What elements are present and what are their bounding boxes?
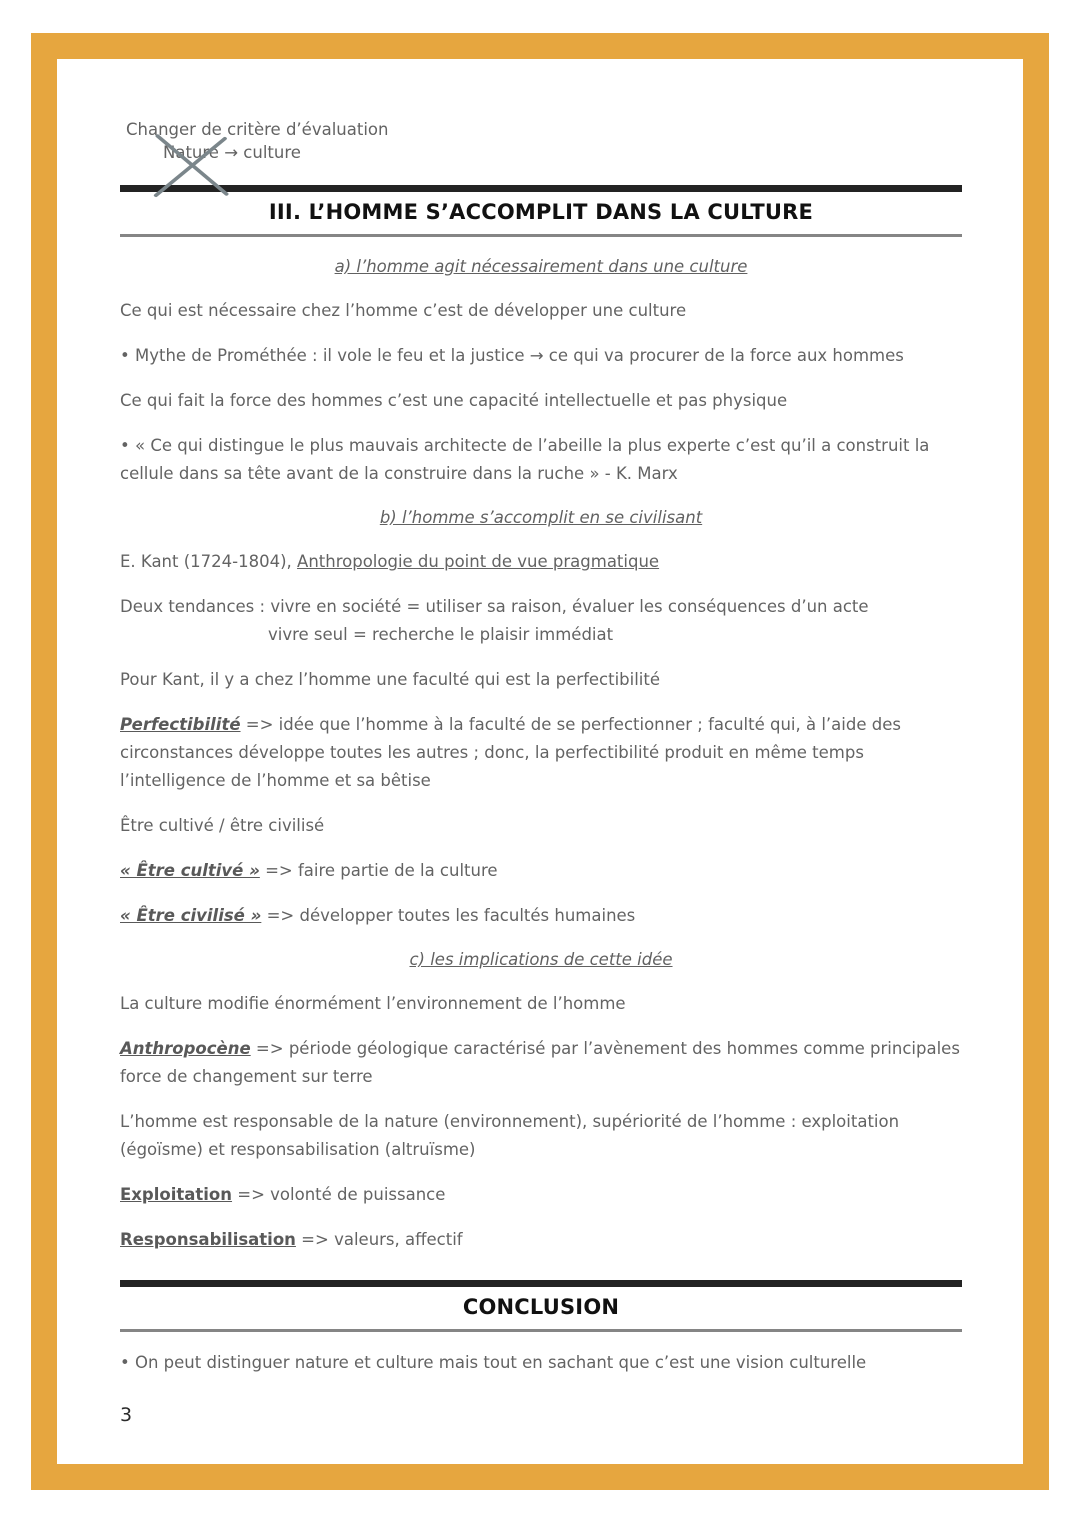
tendances-line-1: Deux tendances : vivre en société = utiliser sa raison, évaluer les conséquences d’un acte — [120, 597, 869, 616]
bullet-paragraph: • Mythe de Prométhée : il vole le feu et la justice → ce qui va procurer de la force aux hommes — [120, 346, 904, 365]
definition-text: => volonté de puissance — [232, 1185, 446, 1204]
definition-text: => faire partie de la culture — [259, 861, 498, 880]
definition-text: => idée que l’homme à la faculté de se perfectionner ; faculté qui, à l’aide des circonstances développe toutes les autres ; donc, la perfectibilité produit en même temps l’intelligence de l’homme et sa bêtise — [120, 715, 901, 790]
definition-paragraph — [120, 857, 962, 885]
definition-text: => développer toutes les facultés humaines — [261, 906, 636, 925]
paragraph: Pour Kant, il y a chez l’homme une faculté qui est la perfectibilité — [120, 670, 661, 689]
definition-paragraph — [120, 711, 962, 795]
term-perfectibilite: Perfectibilité — [120, 715, 241, 734]
definition-text: => valeurs, affectif — [295, 1230, 463, 1249]
paragraph: L’homme est responsable de la nature (environnement), supériorité de l’homme : exploitation (égoïsme) et responsabilisation (altruïsme) — [120, 1112, 900, 1159]
struck-word-text: Nature — [163, 143, 219, 162]
definition-paragraph — [120, 1226, 962, 1254]
paragraph: La culture modifie énormément l’environnement de l’homme — [120, 994, 626, 1013]
note-line-2 — [163, 141, 962, 164]
divider-thin-conclusion — [120, 1329, 962, 1332]
section-title: III. L’HOMME S’ACCOMPLIT DANS LA CULTURE — [268, 200, 814, 224]
definition-paragraph — [120, 1181, 962, 1209]
note-arrow: → — [224, 143, 239, 162]
conclusion-title: CONCLUSION — [462, 1295, 620, 1319]
divider-thick-conclusion — [120, 1280, 962, 1287]
page-border-frame — [31, 33, 1049, 1490]
paragraph: Ce qui fait la force des hommes c’est une capacité intellectuelle et pas physique — [120, 391, 788, 410]
term-etre-cultive: « Être cultivé » — [120, 861, 260, 880]
paragraph: Ce qui est nécessaire chez l’homme c’est de développer une culture — [120, 301, 687, 320]
subsection-a-heading: a) l’homme agit nécessairement dans une culture — [334, 257, 748, 276]
kant-reference-prefix: E. Kant (1724-1804), — [120, 552, 298, 571]
term-exploitation: Exploitation — [120, 1185, 233, 1204]
conclusion-paragraph: • On peut distinguer nature et culture mais tout en sachant que c’est une vision culturelle — [120, 1353, 867, 1372]
definition-text: => période géologique caractérisé par l’avènement des hommes comme principales force de changement sur terre — [120, 1039, 960, 1086]
kant-book-title: Anthropologie du point de vue pragmatique — [297, 552, 660, 571]
page-number: 3 — [120, 1404, 133, 1426]
term-etre-civilise: « Être civilisé » — [120, 906, 262, 925]
divider-thin-top — [120, 234, 962, 237]
page-content — [57, 59, 1023, 1464]
subsection-c-heading: c) les implications de cette idée — [409, 950, 673, 969]
subsection-b-heading: b) l’homme s’accomplit en se civilisant — [379, 508, 703, 527]
divider-thick-top — [120, 185, 962, 192]
paragraph: Être cultivé / être civilisé — [120, 816, 325, 835]
quote-paragraph: • « Ce qui distingue le plus mauvais architecte de l’abeille la plus experte c’est qu’il a construit la cellule dans sa tête avant de la construire dans la ruche » - K. Marx — [120, 436, 930, 483]
definition-paragraph — [120, 902, 962, 930]
kant-reference — [120, 548, 962, 576]
term-anthropocene: Anthropocène — [120, 1039, 251, 1058]
term-responsabilisation: Responsabilisation — [120, 1230, 296, 1249]
crossed-out-word — [163, 141, 219, 164]
tendances-paragraph — [120, 593, 962, 649]
definition-paragraph — [120, 1035, 962, 1091]
note-target-word: culture — [243, 143, 301, 162]
tendances-line-2: vivre seul = recherche le plaisir immédiat — [268, 625, 614, 644]
note-line-1: Changer de critère d’évaluation — [126, 120, 389, 139]
